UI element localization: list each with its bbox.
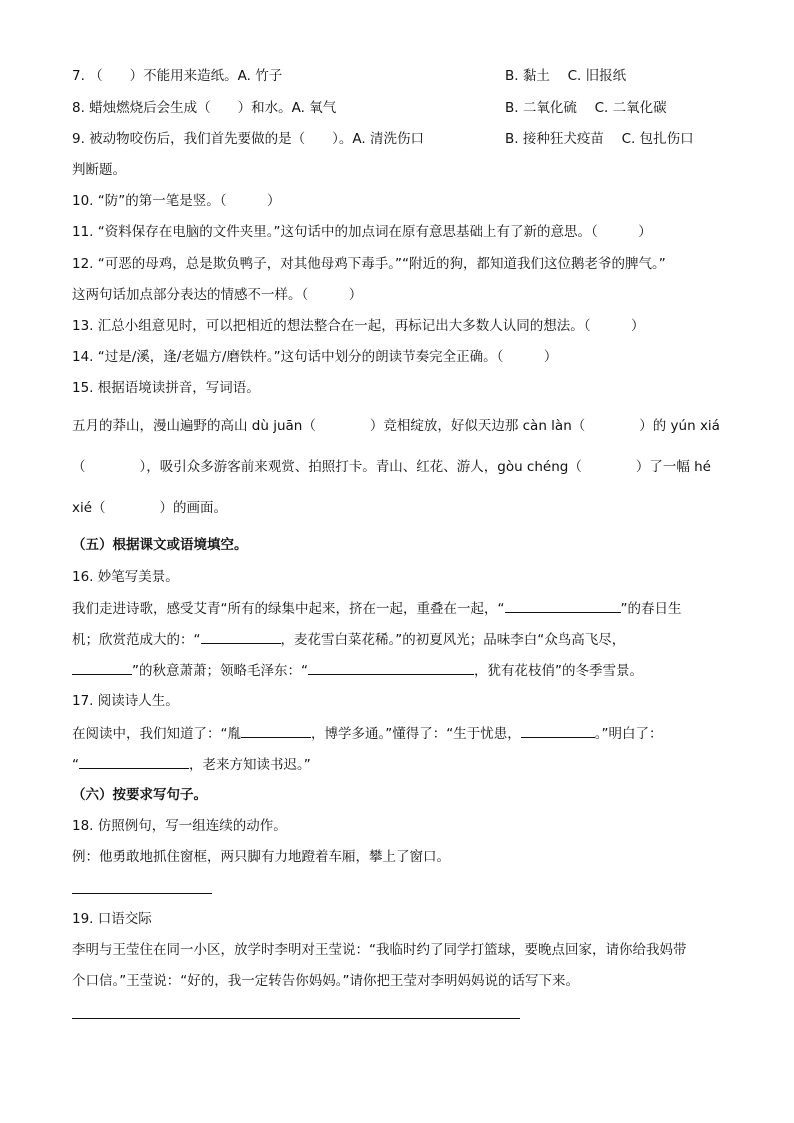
- question-7-stem: 7. （ ）不能用来造纸。A. 竹子: [72, 68, 283, 84]
- question-8-stem: 8. 蜡烛燃烧后会生成（ ）和水。A. 氧气: [72, 100, 337, 116]
- section-5-heading: （五）根据课文或语境填空。: [72, 537, 248, 553]
- question-17-title: 17. 阅读诗人生。: [72, 693, 179, 709]
- question-15-line1: 五月的莽山，漫山遍野的高山 dù juān（ ）竞相绽放，好似天边那 càn làn（ ）的 yún xiá: [72, 418, 720, 434]
- answer-blank-16d[interactable]: [308, 660, 474, 675]
- question-11: 11. “资料保存在电脑的文件夹里。”这句话中的加点词在原有意思基础上有了新的意思。（ ）: [72, 224, 652, 240]
- q17-text-1c: 。”明白了：: [594, 726, 663, 742]
- answer-blank-16c[interactable]: [72, 660, 132, 675]
- question-9-options: B. 接种狂犬疫苗 C. 包扎伤口: [505, 131, 694, 147]
- answer-blank-16b[interactable]: [201, 629, 281, 644]
- question-17-line2: [72, 754, 311, 775]
- answer-blank-16a[interactable]: [505, 598, 621, 613]
- answer-line-18[interactable]: [72, 893, 212, 894]
- question-13: 13. 汇总小组意见时，可以把相近的想法整合在一起，再标记出大多数人认同的想法。（ ）: [72, 318, 645, 334]
- question-19-title: 19. 口语交际: [72, 911, 152, 927]
- question-10: 10. “防”的第一笔是竖。（ ）: [72, 193, 281, 209]
- judge-heading: 判断题。: [72, 162, 126, 178]
- question-7-options: B. 黏土 C. 旧报纸: [505, 68, 627, 84]
- question-12-line2: 这两句话加点部分表达的情感不一样。（ ）: [72, 287, 363, 303]
- question-16-title: 16. 妙笔写美景。: [72, 569, 179, 585]
- q16-text-2a: 机；欣赏范成大的：“: [72, 632, 201, 648]
- q16-text-1b: ”的春日生: [620, 601, 682, 617]
- question-9-stem: 9. 被动物咬伤后，我们首先要做的是（ ）。A. 清洗伤口: [72, 131, 425, 147]
- q16-text-3b: ”的秋意萧萧；领略毛泽东：“: [132, 663, 308, 679]
- question-16-line1: [72, 598, 682, 619]
- question-16-line2: [72, 629, 625, 650]
- question-19-para-line1: 李明与王莹住在同一小区，放学时李明对王莹说：“我临时约了同学打篮球，要晚点回家，请你给我妈带: [72, 942, 687, 958]
- answer-blank-17a[interactable]: [241, 723, 311, 738]
- question-15-title: 15. 根据语境读拼音，写词语。: [72, 380, 260, 396]
- q17-text-1b: ，博学多通。”懂得了：“生于忧患，: [311, 726, 521, 742]
- q16-text-3c: ，犹有花枝俏”的冬季雪景。: [474, 663, 643, 679]
- q17-text-2a: “: [72, 757, 79, 773]
- question-15-line3: xié（ ）的画面。: [72, 500, 228, 516]
- question-18-example: 例：他勇敢地抓住窗框，两只脚有力地蹬着车厢，攀上了窗口。: [72, 849, 450, 865]
- question-12-line1: 12. “可恶的母鸡，总是欺负鸭子，对其他母鸡下毒手。”“附近的狗，都知道我们这位鹅老爷的脾气。”: [72, 256, 666, 272]
- question-14: 14. “过是/溪，逢/老媪方/磨铁杵。”这句话中划分的朗读节奏完全正确。（ ）: [72, 349, 558, 365]
- answer-blank-17b[interactable]: [521, 723, 595, 738]
- q16-text-1a: 我们走进诗歌，感受艾青“所有的绿集中起来，挤在一起，重叠在一起，“: [72, 601, 505, 617]
- answer-line-19[interactable]: [72, 1018, 520, 1019]
- question-15-line2: （ ），吸引众多游客前来观赏、拍照打卡。青山、红花、游人，gòu chéng（ ）了一幅 hé: [72, 459, 711, 475]
- q16-text-2b: ，麦花雪白菜花稀。”的初夏风光；品味李白“众鸟高飞尽，: [280, 632, 626, 648]
- question-19-para-line2: 个口信。”王莹说：“好的，我一定转告你妈妈。”请你把王莹对李明妈妈说的话写下来。: [72, 973, 579, 989]
- q17-text-2b: ，老来方知读书迟。”: [189, 757, 311, 773]
- answer-blank-17c[interactable]: [79, 754, 189, 769]
- q17-text-1a: 在阅读中，我们知道了：“胤: [72, 726, 241, 742]
- section-6-heading: （六）按要求写句子。: [72, 787, 207, 803]
- question-17-line1: [72, 723, 663, 744]
- question-16-line3: [72, 660, 643, 681]
- question-18-title: 18. 仿照例句，写一组连续的动作。: [72, 818, 287, 834]
- question-8-options: B. 二氧化硫 C. 二氧化碳: [505, 100, 667, 116]
